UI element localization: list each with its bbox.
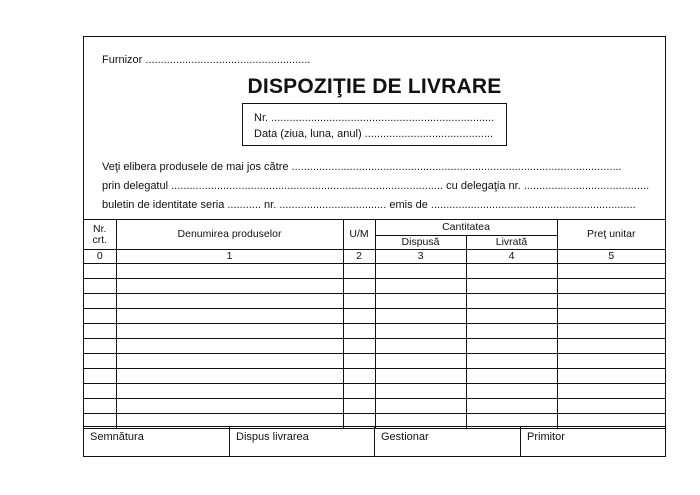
table-row — [84, 384, 665, 399]
header-product-name: Denumirea produselor — [116, 220, 343, 250]
index-cell: 1 — [116, 250, 343, 264]
number-date-box — [242, 103, 507, 146]
storekeeper-cell: Gestionar — [375, 427, 521, 456]
header-dispatched: Dispusă — [375, 236, 466, 250]
dispatch-approval-cell: Dispus livrarea — [230, 427, 375, 456]
table-row — [84, 279, 665, 294]
header-unit-price: Preţ unitar — [557, 220, 665, 250]
delivery-order-form — [83, 36, 666, 457]
date-line: Data (ziua, luna, anul) .......................................... — [254, 128, 494, 140]
products-table — [84, 219, 665, 429]
index-cell: 4 — [466, 250, 557, 264]
id-card-line: buletin de identitate seria ........... nr. ................................... emis de ................................................................... — [102, 199, 636, 211]
table-row — [84, 399, 665, 414]
signature-row — [84, 426, 665, 456]
header-unit: U/M — [343, 220, 375, 250]
table-row — [84, 294, 665, 309]
receiver-cell: Primitor — [527, 431, 565, 443]
index-cell: 0 — [84, 250, 116, 264]
delegate-line: prin delegatul ......................................................................................... cu delegaţia nr. ......................................... — [102, 180, 650, 192]
header-quantity: Cantitatea — [375, 220, 557, 236]
number-line: Nr. ......................................................................... — [254, 112, 495, 124]
recipient-line: Veţi elibera produsele de mai jos către ............................................................................................................ — [102, 161, 622, 173]
table-index-row — [84, 250, 665, 264]
header-nr-crt: Nr. crt. — [84, 220, 116, 250]
index-cell: 3 — [375, 250, 466, 264]
table-row — [84, 354, 665, 369]
table-row — [84, 369, 665, 384]
form-title: DISPOZIŢIE DE LIVRARE — [247, 75, 502, 98]
table-header-row — [84, 220, 665, 236]
table-row — [84, 309, 665, 324]
table-row — [84, 339, 665, 354]
table-row — [84, 264, 665, 279]
supplier-line: Furnizor ...................................................... — [102, 54, 311, 66]
table-row — [84, 324, 665, 339]
index-cell: 2 — [343, 250, 375, 264]
signature-cell: Semnătura — [84, 427, 230, 456]
index-cell: 5 — [557, 250, 665, 264]
header-delivered: Livrată — [466, 236, 557, 250]
